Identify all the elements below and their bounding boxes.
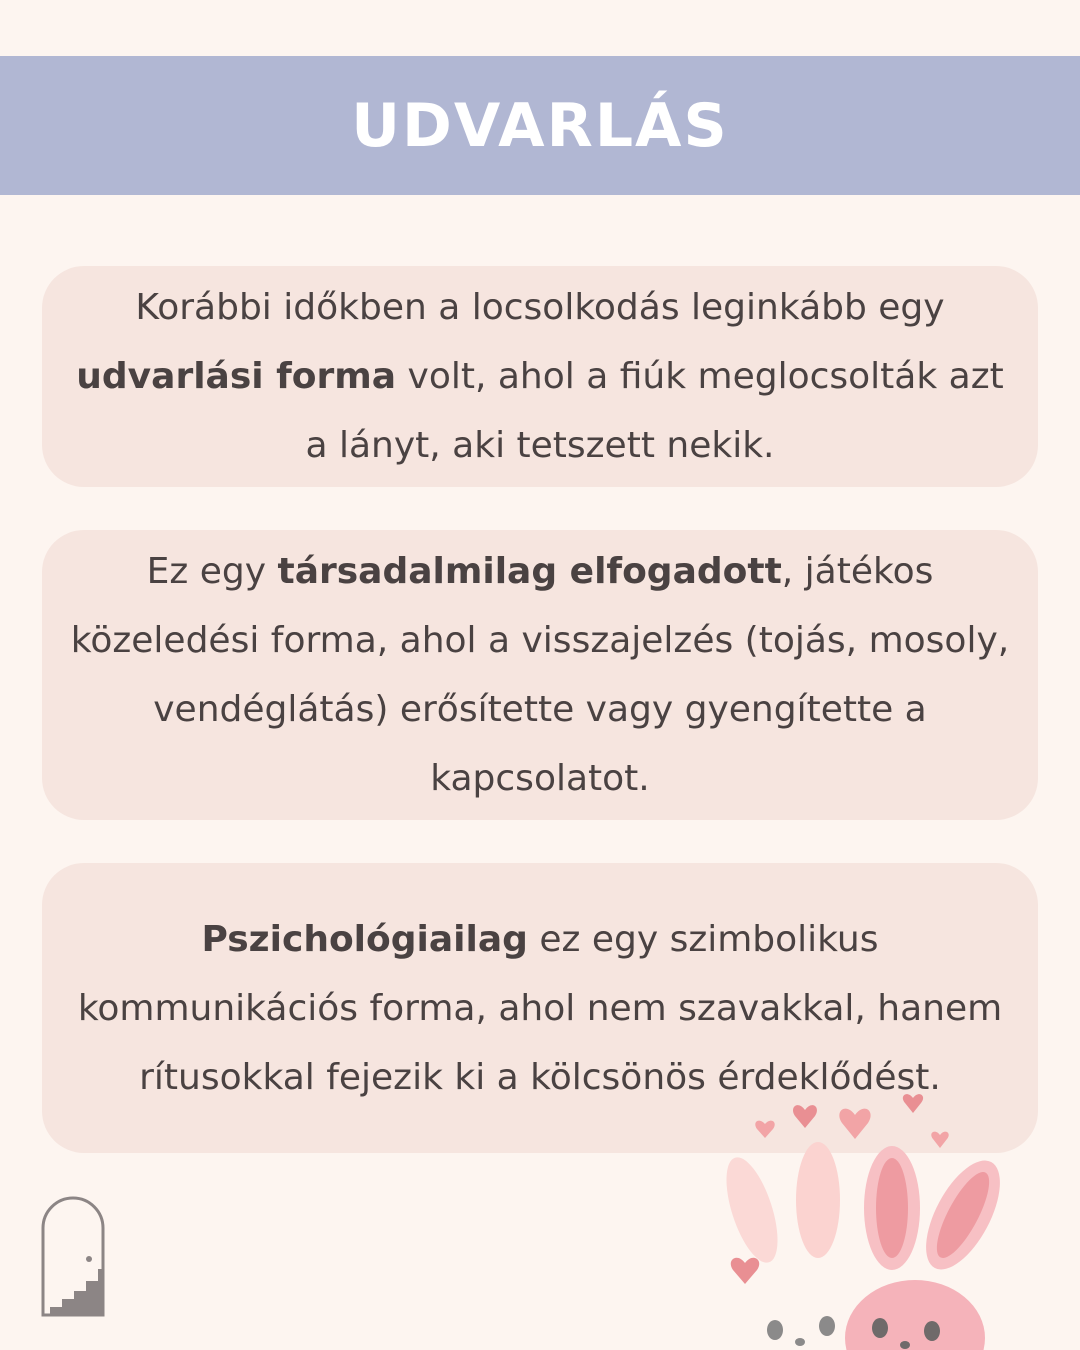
info-card-1 <box>42 266 1038 487</box>
card-3-text-end: ez egy szimbolikus kommunikációs forma, ahol nem szavakkal, hanem rítusokkal fejezik ki a kölcsönös érdeklődést. <box>77 918 1003 1098</box>
card-1-text <box>64 273 1016 480</box>
pink-bunny <box>845 1146 1015 1350</box>
card-2-text-end: , játékos közeledési forma, ahol a visszajelzés (tojás, mosoly, vendéglátás) erősítette vagy gyengítette a kapcsolatot. <box>70 551 1010 799</box>
info-card-2 <box>42 530 1038 820</box>
card-1-text-end: volt, ahol a fiúk meglocsolták azt a lányt, aki tetszett nekik. <box>305 356 1004 466</box>
card-1-highlight: udvarlási forma <box>76 356 397 397</box>
bunnies-hearts-illustration <box>700 1080 1080 1350</box>
card-2-highlight: társadalmilag elfogadott <box>277 551 782 592</box>
page-title: UDVARLÁS <box>351 90 729 161</box>
card-1-text-start: Korábbi időkben a locsolkodás leginkább egy <box>135 287 945 328</box>
card-2-text <box>64 537 1016 813</box>
card-2-text-start: Ez egy <box>146 551 278 592</box>
header-banner <box>0 56 1080 195</box>
card-3-highlight: Pszichológiailag <box>201 918 528 960</box>
door-stairs-logo-icon <box>40 1195 106 1317</box>
